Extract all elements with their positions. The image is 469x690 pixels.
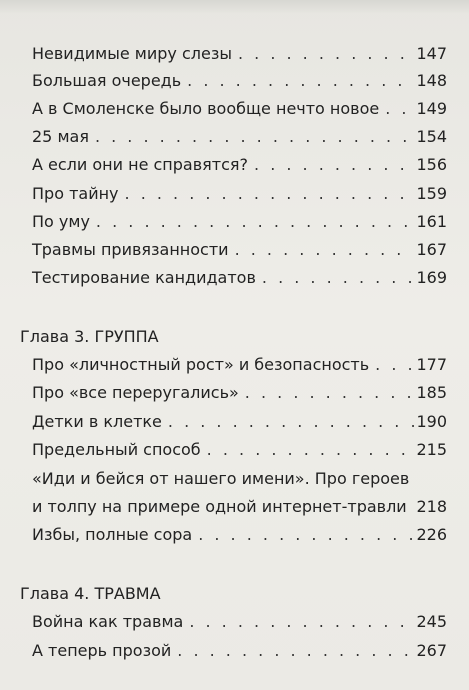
toc-entry-title: Большая очередь: [32, 71, 182, 90]
toc-entry: [32, 184, 447, 204]
toc-leader-dots: [125, 184, 415, 204]
toc-leader-dots: [385, 99, 414, 119]
toc-entry-title: Про «личностный рост» и безопасность: [32, 355, 370, 374]
toc-leader-dots: [95, 127, 415, 147]
toc-entry-title: Избы, полные сора: [32, 525, 193, 544]
toc-entry-page: 167: [416, 240, 447, 259]
toc-entry: [32, 497, 447, 517]
toc-entry-page: 156: [416, 155, 447, 174]
toc-entry-page: 226: [416, 525, 447, 544]
toc-entry-page: 154: [416, 127, 447, 146]
toc-entry: [32, 155, 447, 175]
toc-entry-page: 218: [416, 497, 447, 516]
toc-entry-title: Предельный способ: [32, 440, 201, 459]
toc-entry: [32, 127, 447, 147]
toc-entry: [32, 44, 447, 64]
toc-leader-dots: [245, 383, 415, 403]
page-top-edge: [0, 0, 469, 14]
toc-entry: [32, 412, 447, 432]
toc-entry-page: 169: [416, 268, 447, 287]
toc-entry: [32, 641, 447, 661]
toc-leader-dots: [375, 355, 414, 375]
toc-entry: [32, 525, 447, 545]
chapter-heading: Глава 3. ГРУППА: [20, 327, 159, 346]
toc-entry-title: Невидимые миру слезы: [32, 44, 232, 63]
toc-entry: [32, 240, 447, 260]
toc-entry-page: 245: [416, 612, 447, 631]
toc-entry-title: А в Смоленске было вообще нечто новое: [32, 99, 380, 118]
toc-entry-page: 159: [416, 184, 447, 203]
toc-leader-dots: [254, 155, 414, 175]
toc-entry-page: 267: [416, 641, 447, 660]
chapter-heading: Глава 4. ТРАВМА: [20, 584, 161, 603]
toc-entry: [32, 99, 447, 119]
toc-entry-title: Травмы привязанности: [32, 240, 229, 259]
toc-entry: [32, 71, 447, 91]
toc-leader-dots: [238, 44, 414, 64]
toc-leader-dots: [177, 641, 414, 661]
toc-entry: [32, 212, 447, 232]
toc-entry: [32, 268, 447, 288]
toc-leader-dots: [262, 268, 415, 288]
toc-entry-page: 149: [416, 99, 447, 118]
toc-entry-title: По уму: [32, 212, 90, 231]
toc-leader-dots: [413, 497, 415, 517]
toc-entry-page: 148: [416, 71, 447, 90]
toc-leader-dots: [168, 412, 415, 432]
toc-entry-page: 185: [416, 383, 447, 402]
toc-entry-title: Про тайну: [32, 184, 119, 203]
toc-entry-title: Война как травма: [32, 612, 184, 631]
toc-entry-page: 215: [416, 440, 447, 459]
toc-leader-dots: [189, 612, 414, 632]
toc-entry: [32, 612, 447, 632]
toc-leader-dots: [187, 71, 414, 91]
toc-leader-dots: [198, 525, 414, 545]
toc-entry-title: «Иди и бейся от нашего имени». Про героев: [32, 469, 410, 488]
toc-entry-title: А теперь прозой: [32, 641, 172, 660]
toc-entry-page: 147: [416, 44, 447, 63]
toc-entry-title: А если они не справятся?: [32, 155, 249, 174]
toc-entry-page: 161: [416, 212, 447, 231]
toc-leader-dots: [207, 440, 415, 460]
toc-leader-dots: [96, 212, 415, 232]
toc-entry-title: 25 мая: [32, 127, 89, 146]
toc-entry-title: Тестирование кандидатов: [32, 268, 256, 287]
toc-entry-title: Про «все переругались»: [32, 383, 239, 402]
toc-entry-first-line: [32, 469, 447, 489]
toc-entry-title: Детки в клетке: [32, 412, 162, 431]
toc-leader-dots: [235, 240, 415, 260]
toc-entry: [32, 383, 447, 403]
toc-entry-page: 190: [416, 412, 447, 431]
toc-entry-page: 177: [416, 355, 447, 374]
toc-entry: [32, 355, 447, 375]
toc-entry: [32, 440, 447, 460]
toc-entry-title: и толпу на примере одной интернет-травли: [32, 497, 407, 516]
